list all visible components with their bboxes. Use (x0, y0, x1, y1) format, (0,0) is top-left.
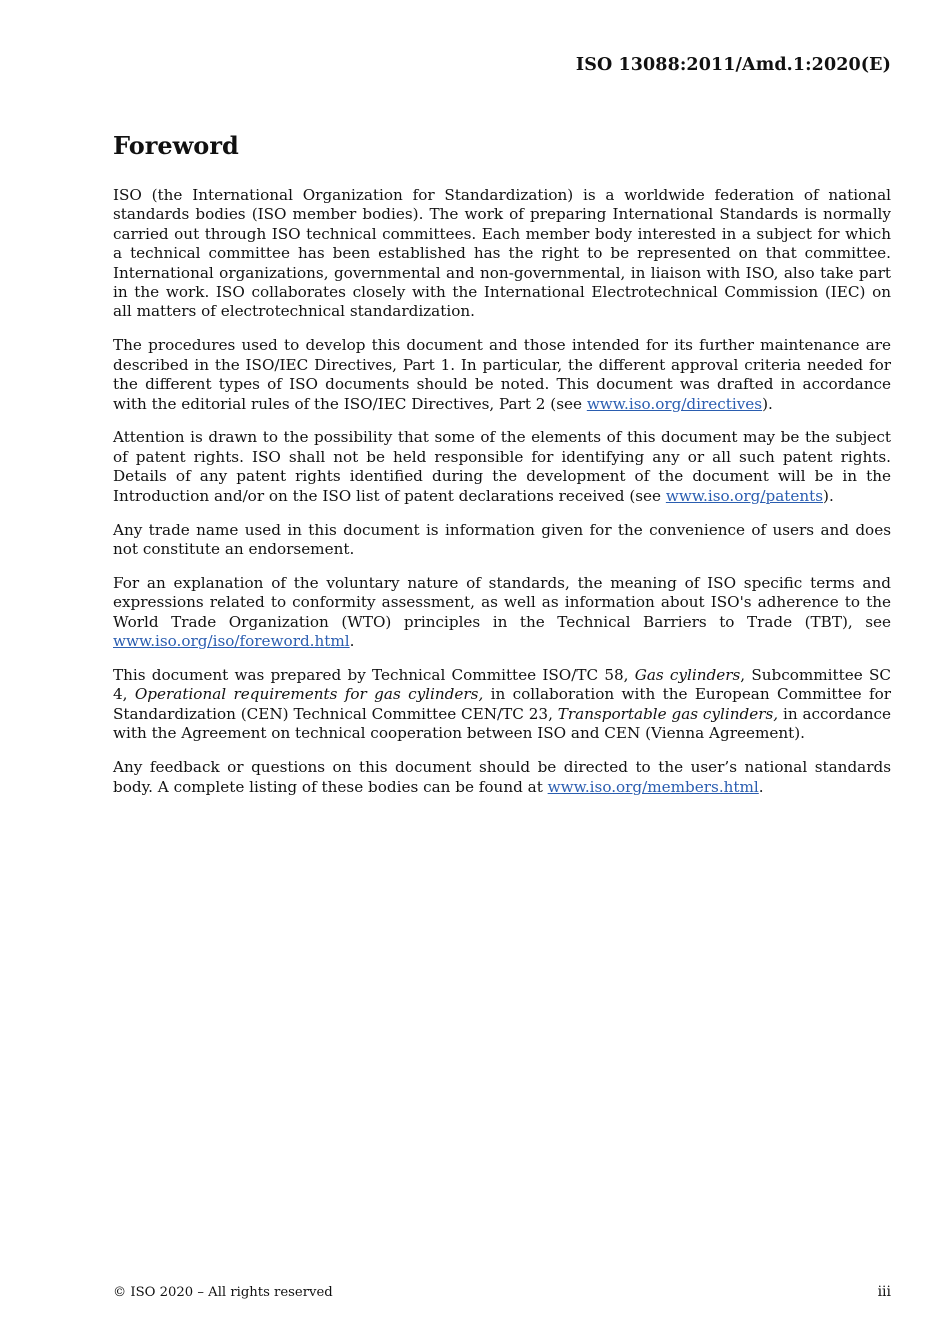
paragraph-procedures (113, 336, 891, 414)
members-link[interactable]: www.iso.org/members.html (547, 777, 759, 796)
paragraph-text: ). (762, 394, 773, 413)
paragraph-text: For an explanation of the voluntary nature of standards, the meaning of ISO specific terms and expressions related to conformity assessment, as well as information about ISO's adherence to the World Trade Organization (WTO) principles in the Technical Barriers to Trade (TBT), see (113, 573, 891, 631)
foreword-body (113, 186, 891, 811)
paragraph-text: The procedures used to develop this document and those intended for its further maintenance are described in the ISO/IEC Directives, Part 1. In particular, the different approval criteria needed for the different types of ISO documents should be noted. This document was drafted in accordance with the editorial rules of the ISO/IEC Directives, Part 2 (see (113, 336, 891, 413)
document-identifier: ISO 13088:2011/Amd.1:2020(E) (575, 55, 891, 75)
paragraph-prepared-by (113, 666, 891, 744)
paragraph-text: ). (823, 486, 834, 505)
page-title: Foreword (113, 131, 239, 160)
paragraph-text: This document was prepared by Technical Committee ISO/TC 58, (113, 666, 635, 685)
subcommittee-title: Operational requirements for gas cylinders, (134, 685, 484, 704)
paragraph-voluntary-nature (113, 574, 891, 652)
foreword-link[interactable]: www.iso.org/iso/foreword.html (113, 632, 350, 651)
patents-link[interactable]: www.iso.org/patents (665, 486, 824, 505)
cen-committee-title: Transportable gas cylinders, (557, 704, 779, 723)
paragraph-text: . (758, 777, 764, 796)
paragraph-text: Attention is drawn to the possibility that some of the elements of this document may be the subject of patent rights. ISO shall not be held responsible for identifying any or all such patent rights. Details of any patent rights identified during the development of the document will be in the Introduction and/or on the ISO list of patent declarations received (see (113, 428, 891, 505)
paragraph-text: , Subcommittee SC 4, (113, 666, 891, 704)
paragraph-text: . (349, 632, 355, 651)
page-number: iii (877, 1284, 891, 1300)
directives-link[interactable]: www.iso.org/directives (586, 394, 763, 413)
paragraph-iso-federation: ISO (the International Organization for Standardization) is a worldwide federation of national standards bodies (ISO member bodies). The work of preparing International Standards is normally carried out through ISO technical committees. Each member body interested in a subject for which a technical committee has been established has the right to be represented on that committee. International organizations, governmental and non-governmental, in liaison with ISO, also take part in the work. ISO collaborates closely with the International Electrotechnical Commission (IEC) on all matters of electrotechnical standardization. (113, 186, 891, 321)
paragraph-feedback (113, 758, 891, 797)
paragraph-patents (113, 428, 891, 506)
paragraph-trade-name: Any trade name used in this document is information given for the convenience of users and does not constitute an endorsement. (113, 520, 891, 558)
paragraph-text: Any feedback or questions on this document should be directed to the user’s national standards body. A complete listing of these bodies can be found at (113, 758, 891, 796)
copyright-notice: © ISO 2020 – All rights reserved (113, 1285, 333, 1300)
committee-title: Gas cylinders (634, 666, 741, 685)
paragraph-text: in collaboration with the European Committee for Standardization (CEN) Technical Committee CEN/TC 23, (113, 685, 891, 723)
paragraph-text: in accordance with the Agreement on technical cooperation between ISO and CEN (Vienna Agreement). (113, 704, 891, 743)
